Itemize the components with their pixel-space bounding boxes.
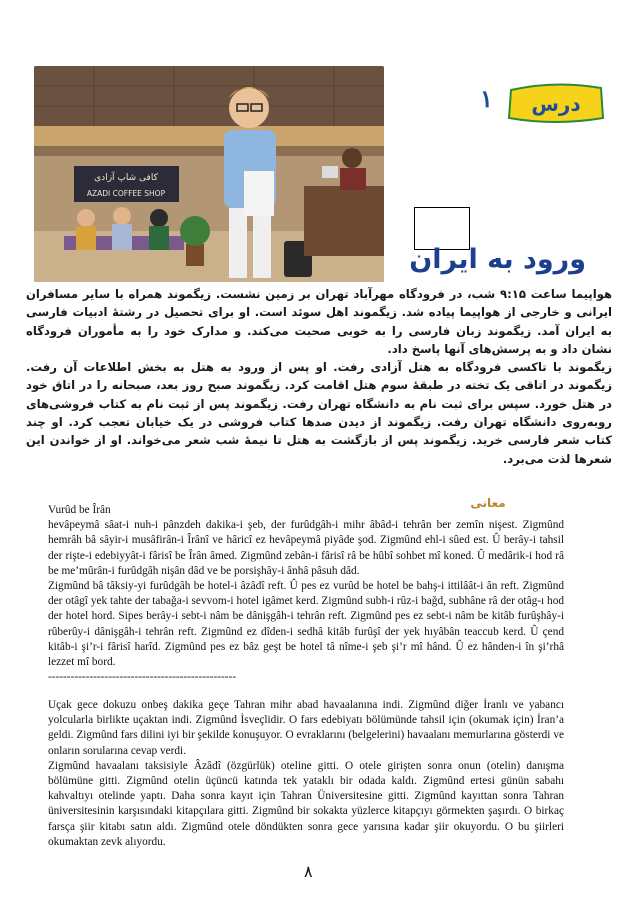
turkish-paragraph-2: Zigmûnd havaalanı taksisiyle Âzâdî (özgürlük) oteline gitti. O otele girişten sonra onun (otelin) danışma bölümüne gitti. Zigmûnd otelin üçüncü katında tek yataklı bir odada kaldı. Zigmûnd ertesi günün sabahı kahvaltıyı otelinde yaptı. Daha sonra kayıt için Tahran Üniversitesine gitti. Zigmûnd kayıttan sonra Tahran üniversitesinin karşısındaki kitapçılara gitti. Zigmûnd bir sokakta yüzlerce kitapçıyı görmekten şaşırdı. O birkaç farsça şiir kitabı satın aldı. Zigmûnd otele döndükten sonra gece yarısına kadar şiir okuyordu. O bu şiirleri okumaktan zevk alıyordu.	[48, 759, 564, 848]
lesson-number: ۱	[480, 84, 493, 113]
airport-illustration	[34, 66, 384, 282]
seated-people-icon	[64, 207, 184, 250]
transliteration-block	[48, 503, 564, 685]
turkish-block	[48, 698, 564, 850]
sign-line-2: AZADI COFFEE SHOP	[86, 189, 166, 198]
transliteration-paragraph-1: hevâpeymâ sâat-i nuh-i pânzdeh dakika-i şeb, der furûdgâh-i mihr âbâd-i tehrân ber zemîn nişest. Zigmûnd hemrâh bâ sâyir-i musâfirân-i Îrânî ve hâricî ez hevâpeymâ piyâde şod. Zigmûnd ehl-i sûed est. Û berây-i tahsil der rişte-i edebiyyât-i fârisî be Îrân âmed. Zigmûnd zebân-i fârisî râ be hûbî sohbet mî koned. Û medârik-i hod râ be me’mûrân-i furûdgâh nişân dâd ve be porsişhây-i ânhâ pâsuh dâd.	[48, 519, 564, 577]
turkish-paragraph-1: Uçak gece dokuzu onbeş dakika geçe Tahran mihr abad havaalanına indi. Zigmûnd diğer İranlı ve yabancı yolcularla birlikte uçaktan indi. Zigmûnd İsveçlidir. O fars edebiyatı bölümünde tahsil için (okumak için) İran’a geldi. Zigmûnd fars dilini iyi bir şekilde konuşuyor. O evraklarını (belgelerini) havaalanı memurlarına gösterdi ve onların sorularına cevap verdi.	[48, 699, 564, 757]
transliteration-paragraph-2: Zigmûnd bâ tâksiy-yi furûdgâh be hotel-i âzâdî reft. Û pes ez vurûd be hotel be bahş-i ittilâât-i ân reft. Zigmûnd der otâgî yek tahte der tabağa-i sevvom-i hotel igâmet kerd. Zigmûnd subh-i rûz-i bağd, subhâne râ der otâg-ı hod der hotel hord. Sipes berây-i sebt-i nâm be dânişgâh-i tehrân reft. Zigmûnd pes ez sebt-i nâm be kitâb furûşhây-i rûberûy-i dânişgâh-i tehrân reft. Zigmûnd ez dîden-i sedhâ kitâb furûşî der yek hıyâbân teaccub kerd. Û çend kitâb-i şi’r-i fârisî harîd. Zigmûnd pes ez bâz geşt be hotel tâ nîme-i şeb şi’r mî hând. Û ez hânden-i în şi’rhâ lezzet mî bord.	[48, 580, 564, 669]
vocab-label: معانی	[470, 496, 506, 510]
page-title: ورود به ایران	[409, 244, 586, 275]
lesson-badge-text: درس	[531, 92, 581, 116]
lesson-badge	[505, 80, 607, 126]
transliteration-title: Vurûd be Îrân	[48, 504, 111, 516]
persian-paragraph-1: هواپیما ساعت ۹:۱۵ شب، در فرودگاه مهرآباد تهران بر زمین نشست. زیگموند همراه با سایر مسافران ایرانی و خارجی از هواپیما پیاده شد. زیگموند اهل سوئد است. او برای تحصیل در رشتهٔ ادبیات فارسی به ایران آمد. زیگموند زبان فارسی را به خوبی صحبت می‌کند. و مدارک خود را به مأموران فرودگاه نشان داد و به پرسش‌های آنها پاسخ داد.	[26, 287, 612, 356]
sign-line-1: کافی شاپ آزادی	[94, 173, 158, 183]
page-number: ۸	[304, 862, 313, 881]
separator-line: --------------------------------------------------	[48, 671, 237, 684]
persian-paragraph-2: زیگموند با تاکسی فرودگاه به هتل آزادی رفت. او پس از ورود به هتل به بخش اطلاعات آن رفت. زیگموند در اتاقی یک تخته در طبقهٔ سوم هتل اقامت کرد. زیگموند صبح روز بعد، صبحانه را در اتاق خود در هتل خورد. سپس برای ثبت نام به دانشگاه تهران رفت. زیگموند پس از ثبت نام به کتاب فروشی‌های روبه‌روی دانشگاه تهران رفت. زیگموند از دیدن صدها کتاب فروشی در یک خیابان تعجب کرد. او چند کتاب شعر فارسی خرید. زیگموند پس از بازگشت به هتل تا نیمهٔ شب شعر می‌خواند. او از خواندن این شعرها لذت می‌برد.	[26, 360, 612, 466]
airport-lobby-scene	[34, 66, 384, 282]
persian-text	[26, 285, 612, 468]
